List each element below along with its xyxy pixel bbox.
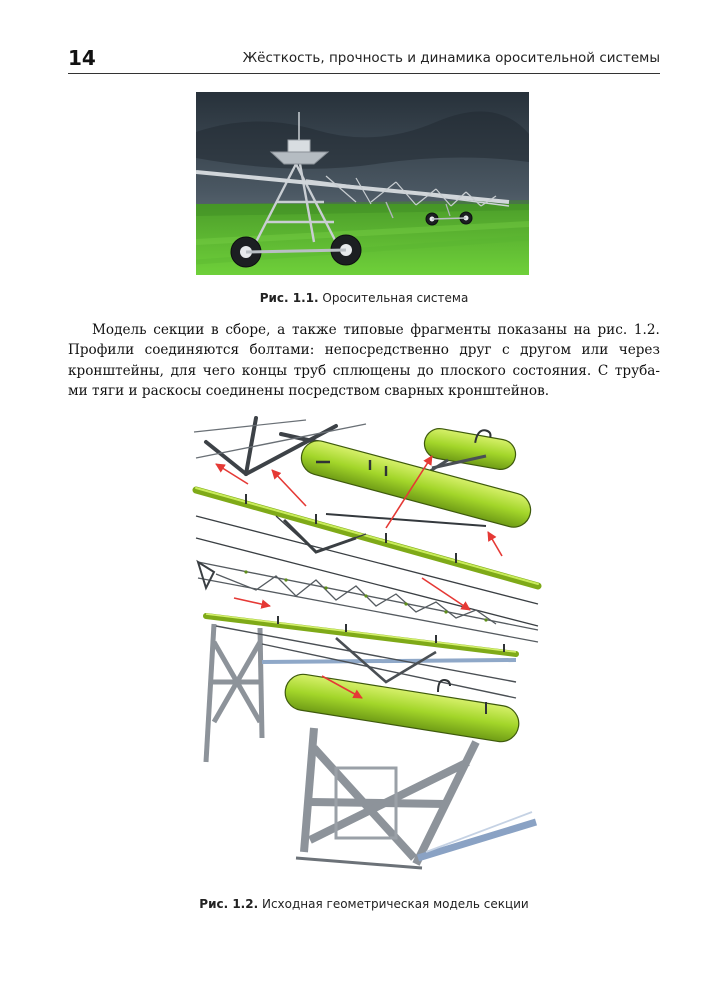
paragraph-word: рис. (597, 322, 628, 338)
paragraph-word: друг (459, 342, 492, 359)
paragraph-word: фрагменты (410, 322, 491, 338)
paragraph-word: типовые (343, 322, 404, 338)
paragraph-word: состояния. (512, 362, 592, 379)
paragraph-word: до (417, 362, 434, 379)
paragraph-line (68, 361, 660, 381)
paragraph-word: 1.2. (633, 322, 660, 338)
paragraph-word: другом (520, 342, 572, 359)
paragraph-word: с (502, 342, 510, 359)
paragraph-word: на (573, 322, 591, 338)
paragraph-word: сплющены (332, 362, 411, 379)
paragraph-word: а (277, 322, 286, 338)
paragraph-word: показаны (497, 322, 567, 338)
figure-2-caption (68, 897, 660, 911)
paragraph-word: ми тяги и раскосы соединены посредством сварных кронштейнов. (68, 382, 550, 399)
paragraph-word: болтами: (249, 342, 315, 359)
paragraph-word: С (597, 362, 609, 379)
paragraph-word: концы (241, 362, 288, 379)
paragraph-word: труба- (614, 362, 660, 379)
header-rule (68, 73, 660, 74)
paragraph-word: соединяются (144, 342, 240, 359)
paragraph-word: кронштейны, (68, 362, 164, 379)
paragraph-word: труб (293, 362, 327, 379)
paragraph-word: Модель (92, 322, 147, 338)
paragraph-word: через (618, 342, 660, 359)
figure-2-caption-text: Исходная геометрическая модель секции (258, 897, 529, 911)
page-header (68, 44, 660, 72)
paragraph-line (68, 320, 660, 340)
paragraph-word: чего (202, 362, 236, 379)
figure-2-label: Рис. 1.2. (199, 897, 259, 911)
section-model-figure (186, 412, 542, 882)
paragraph-word: плоского (440, 362, 506, 379)
paragraph-word: для (170, 362, 197, 379)
paragraph-word: в (211, 322, 219, 338)
figure-1-caption (68, 291, 660, 305)
paragraph-word: секции (153, 322, 205, 338)
paragraph-word: также (291, 322, 337, 338)
irrigation-photo (196, 92, 529, 275)
paragraph-word: непосредственно (324, 342, 449, 359)
body-paragraph (68, 320, 660, 401)
figure-1-caption-text: Оросительная система (318, 291, 469, 305)
paragraph-line (68, 340, 660, 360)
paragraph-line (68, 381, 660, 401)
paragraph-word: Профили (68, 342, 135, 359)
paragraph-word: сборе, (225, 322, 271, 338)
page-number: 14 (68, 46, 96, 70)
running-title: Жёсткость, прочность и динамика оросительной системы (242, 50, 660, 66)
paragraph-word: или (581, 342, 609, 359)
figure-1-label: Рис. 1.1. (259, 291, 319, 305)
